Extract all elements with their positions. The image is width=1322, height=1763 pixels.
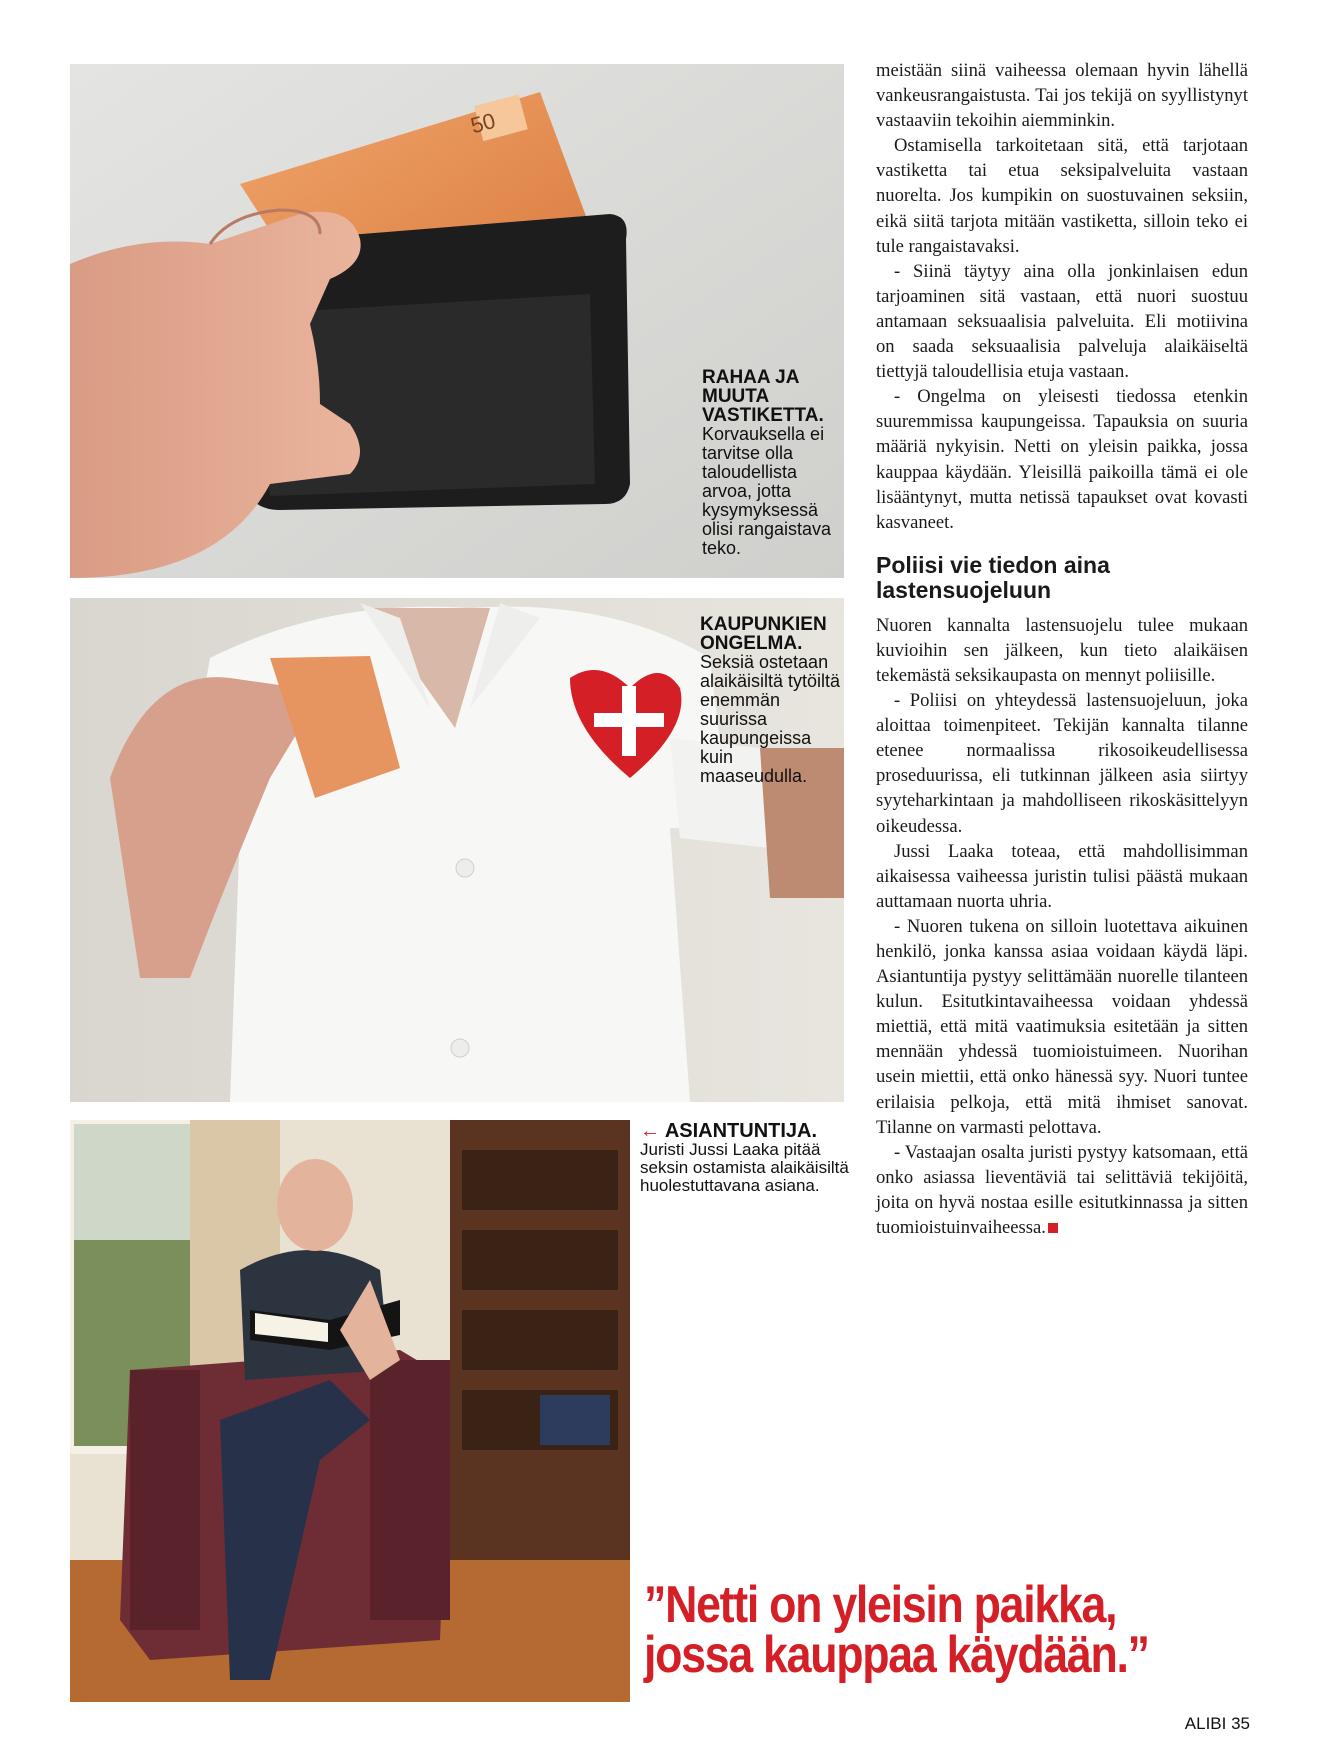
caption-shirt bbox=[700, 615, 842, 786]
pull-quote bbox=[644, 1576, 1177, 1684]
caption-title-text: ASIANTUNTIJA. bbox=[664, 1120, 818, 1142]
article-paragraph: - Siinä täytyy aina olla jonkinlaisen edun tarjoaminen sitä vastaan, että nuori suostuu antamaan seksuaalisia palveluita. Eli motiivina on saada seksuaalisia palveluja alaikäiseltä tiettyjä taloudellisia etuja vastaan. bbox=[876, 260, 1248, 383]
caption-expert bbox=[640, 1122, 850, 1195]
end-mark-icon bbox=[1048, 1223, 1058, 1233]
caption-body: Seksiä ostetaan alaikäisiltä tytöiltä enemmän suurissa kaupungeissa kuin maaseudulla. bbox=[700, 652, 841, 786]
article-paragraph: Nuoren kannalta lastensuojelu tulee mukaan kuvioihin sen jälkeen, kun tieto alaikäisen tekemästä seksikaupasta on mennyt poliisille. bbox=[876, 614, 1248, 686]
article-paragraph: Jussi Laaka toteaa, että mahdollisimman aikaisessa vaiheessa juristin tulisi päästä mukaan auttamaan nuorta uhria. bbox=[876, 840, 1248, 912]
banknote-value-label: 50 bbox=[467, 107, 499, 139]
article-paragraph: - Nuoren tukena on silloin luotettava aikuinen henkilö, jonka kanssa asiaa voidaan käydä läpi. Asiantuntija pystyy selittämään nuorelle tilanteen kulun. Esitutkintavaiheessa voidaan yhdessä miettiä, että mitä vaatimuksia esitetään ja sitten mennään yhdessä tuomioistuimeen. Nuorihan usein miettii, että onko hänessä syy. Nuori tuntee erilaisia pelkoja, että mitä ihmiset sanovat. Tilanne on varmasti pelottava. bbox=[876, 915, 1248, 1138]
article-last-paragraph-text: - Vastaajan osalta juristi pystyy katsomaan, että onko asiassa lieventäviä tai selittäviä tekijöitä, joita on hyvä nostaa esille esitutkinnassa ja sitten tuomioistuinvaiheessa. bbox=[876, 1141, 1248, 1239]
arrow-left-icon: ← bbox=[640, 1120, 660, 1142]
caption-title: RAHAA JA MUUTA VASTIKETTA. bbox=[702, 367, 824, 426]
article-column bbox=[876, 58, 1248, 1240]
photo-expert-in-armchair bbox=[70, 1120, 630, 1702]
article-paragraph: - Ongelma on yleisesti tiedossa etenkin suuremmissa kaupungeissa. Tapauksia on suuria määriä nykyisin. Netti on yleisin paikka, jossa kauppaa käydään. Yleisillä paikoilla tämä ei ole lisääntynyt, mutta netissä tapaukset ovat kovasti kasvaneet. bbox=[876, 386, 1248, 533]
article-paragraph: meistään siinä vaiheessa olemaan hyvin lähellä vankeusrangaistusta. Tai jos tekijä on syyllistynyt vastaaviin tekoihin aiemminkin. bbox=[876, 60, 1248, 132]
section-heading: Poliisi vie tiedon aina lastensuojeluun bbox=[876, 551, 1110, 603]
article-last-paragraph bbox=[876, 1140, 1248, 1240]
article-paragraph: Ostamisella tarkoitetaan sitä, että tarjotaan vastiketta tai etua seksipalveluita vastaan nuorelta. Jos kumpikin on suostuvainen seksiin, eikä siitä tarjota mitään vastiketta, silloin teko ei tule rangaistavaksi. bbox=[876, 135, 1248, 257]
article-paragraph: - Poliisi on yhteydessä lastensuojeluun, joka aloittaa toimenpiteet. Tekijän kannalta tilanne etenee normaalissa rikosoikeudellisessa proseduurissa, eli tutkinnan jälkeen asia siirtyy syyteharkintaan ja mahdolliseen rikoskäsittelyyn oikeudessa. bbox=[876, 690, 1248, 837]
caption-body: Korvauksella ei tarvitse olla taloudellista arvoa, jotta kysymyksessä olisi rangaistava teko. bbox=[702, 424, 832, 558]
pull-quote-line: jossa kauppaa käydään.” bbox=[644, 1626, 1149, 1684]
caption-wallet bbox=[702, 368, 842, 558]
expert-illustration bbox=[70, 1120, 630, 1702]
page-folio: ALIBI 35 bbox=[1184, 1714, 1250, 1733]
pull-quote-line: ”Netti on yleisin paikka, bbox=[644, 1576, 1117, 1634]
caption-title bbox=[640, 1122, 850, 1141]
caption-title: KAUPUNKIEN ONGELMA. bbox=[700, 614, 827, 654]
caption-body: Juristi Jussi Laaka pitää seksin ostamista alaikäisiltä huolestuttavana asiana. bbox=[640, 1140, 849, 1195]
